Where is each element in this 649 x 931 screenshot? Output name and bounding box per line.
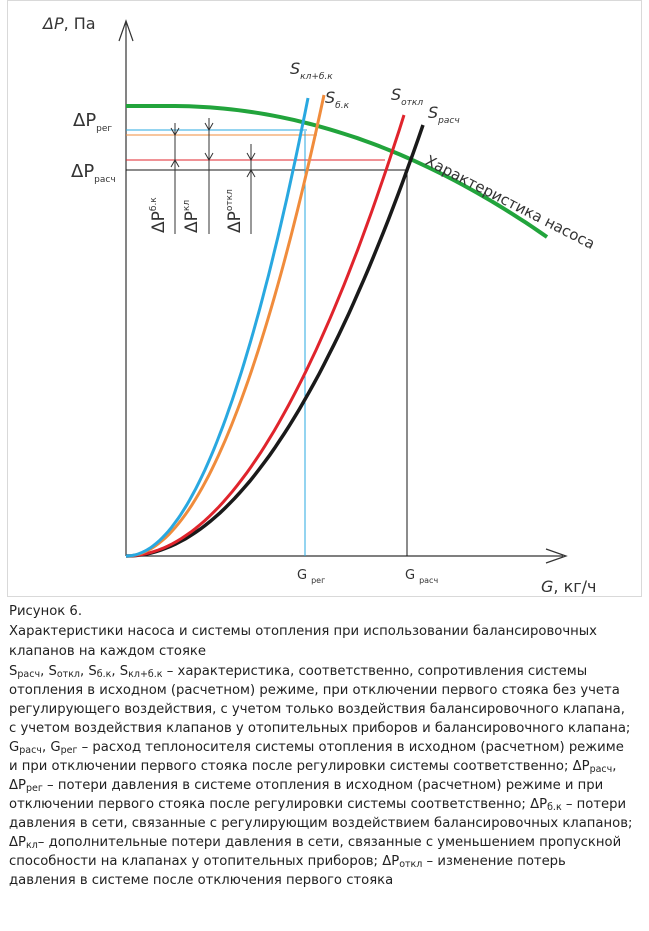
series-label-s-bk: $S_{б.к}$ (325, 88, 350, 111)
figure-title: Характеристики насоса и системы отопления при использовании балансировочных клапанов на каждом стояке (9, 624, 597, 659)
y-axis-title: ΔP, Па (43, 14, 96, 33)
chart (8, 1, 643, 598)
series-label-s-rasch: $S_{расч}$ (428, 103, 460, 126)
label-dp-reg: $\Delta P_{рег}$ (73, 110, 113, 134)
series-label-s-klbk: $S_{кл+б.к}$ (290, 59, 333, 82)
label-dp-otkl: $\Delta P^{откл}$ (225, 189, 245, 233)
figure-caption (9, 602, 634, 890)
label-dp-bk: $\Delta P^{б.к}$ (149, 197, 169, 233)
label-g-reg: G $_{рег}$ (297, 568, 326, 585)
pump-characteristic-label: Характеристика насоса (422, 151, 598, 253)
label-dp-rasch: $\Delta P_{расч}$ (71, 161, 116, 185)
series-line-s-otkl (126, 115, 404, 556)
label-g-rasch: G $_{расч}$ (405, 568, 439, 585)
figure-legend-text: $S_{расч}$, $S_{откл}$, $S_{б.к}$, $S_{кл+б.к}$ – характеристика, соответственно, сопротивления системы отопления в исходном (расчетном) режиме, при отключении первого стояка без учета регулирующего воздействия, с учетом только воздействия балансировочного клапана, с учетом воздействия клапанов у отопительных приборов и балансировочного клапана; $G_{расч}$, $G_{рег}$ – расход теплоносителя системы отопления в исходном (расчетном) режиме и при отключении первого стояка после регулировки системы соответственно; $\Delta P_{расч}$, $\Delta P_{рег}$ – потери давления в системе отопления в исходном (расчетном) режиме и при отключении первого стояка после регулировки системы соответственно; $\Delta P_{б.к}$ – потери давления в сети, связанные с регулирующим воздействием балансировочных клапанов; $\Delta P_{кл}-$ дополнительные потери давления в сети, связанные с уменьшением пропускной способности на клапанах у отопительных приборов; $\Delta P_{откл}$ – изменение потерь давления в системе после отключения первого стояка (9, 664, 633, 888)
chart-frame (7, 0, 642, 597)
x-axis-title: G, кг/ч (541, 577, 597, 596)
label-dp-kl: $\Delta P^{кл}$ (182, 199, 202, 233)
series-line-s-klbk (126, 98, 308, 556)
series-label-s-otkl: $S_{откл}$ (391, 85, 424, 108)
figure-number: Рисунок 6. (9, 604, 83, 619)
